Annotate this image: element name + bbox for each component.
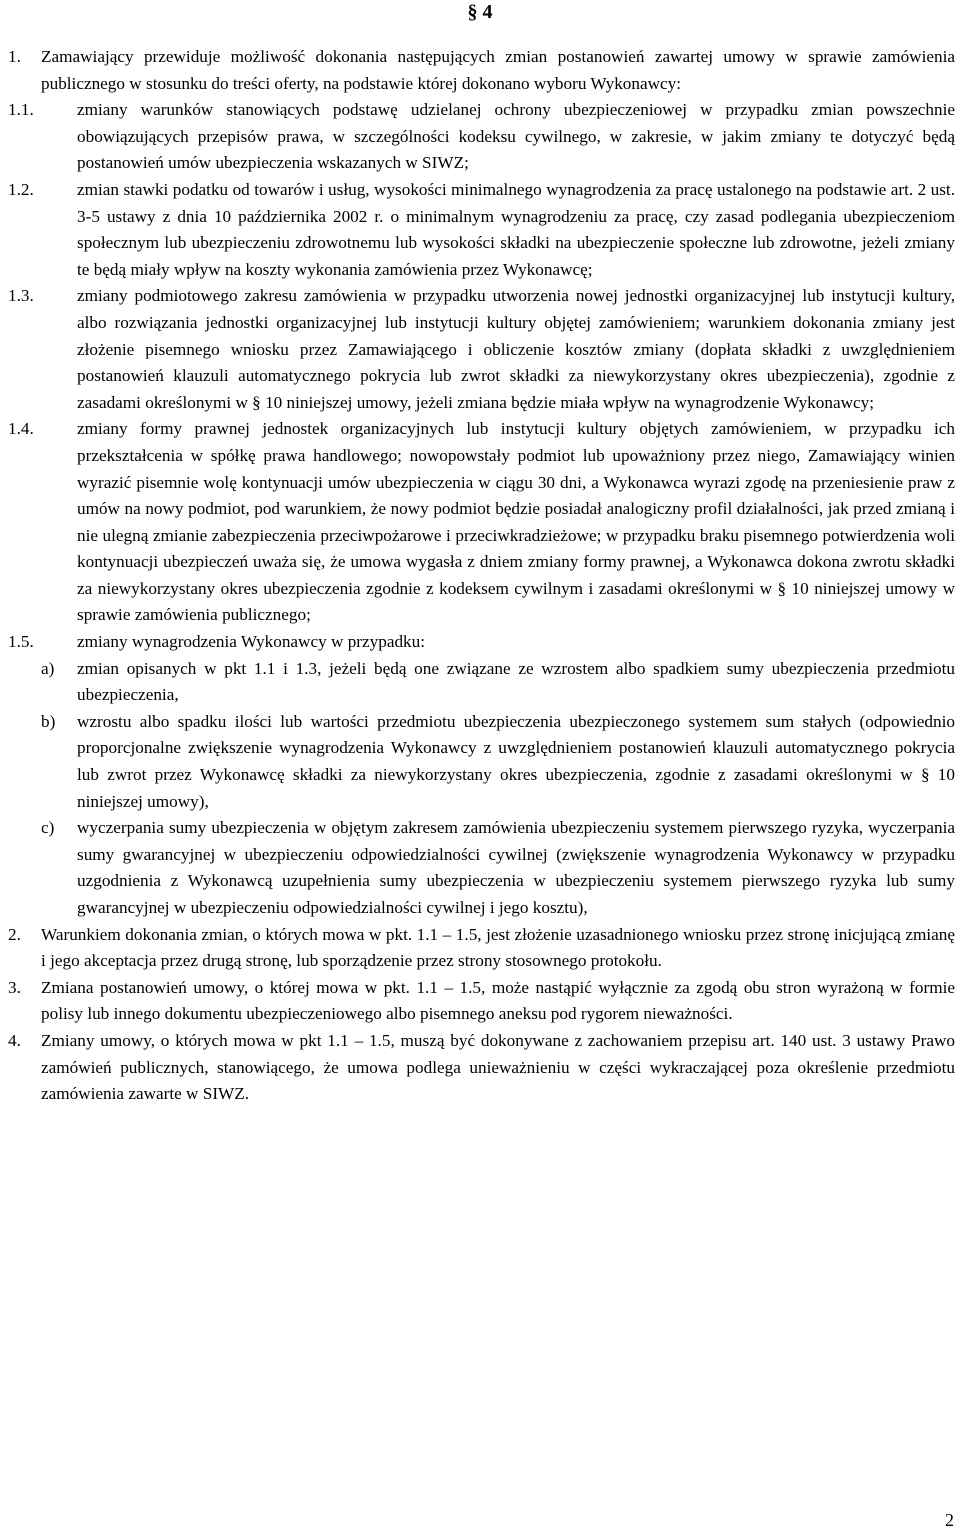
paragraph-4 [8, 1028, 955, 1108]
paragraph-text: zmiany warunków stanowiących podstawę udzielanej ochrony ubezpieczeniowej w przypadku zmian powszechnie obowiązujących przepisów prawa, w szczególności kodeksu cywilnego, w zakresie, w jakim zmiany te dotyczyć będą postanowień umów ubezpieczenia wskazanych w SIWZ; [77, 100, 955, 173]
document-body [8, 44, 955, 1108]
paragraph-3 [8, 975, 955, 1028]
paragraph-1-2 [8, 177, 955, 283]
paragraph-1-1 [8, 97, 955, 177]
paragraph-number: 1.3. [8, 286, 34, 306]
paragraph-number: 3. [8, 977, 21, 997]
subitem-text: zmian opisanych w pkt 1.1 i 1.3, jeżeli będą one związane ze wzrostem albo spadkiem sumy ubezpieczenia przedmiotu ubezpieczenia, [77, 658, 955, 705]
paragraph-number: 1.4. [8, 419, 34, 439]
paragraph-text: Zamawiający przewiduje możliwość dokonania następujących zmian postanowień zawartej umowy w sprawie zamówienia publicznego w stosunku do treści oferty, na podstawie której dokonano wyboru Wykonawcy: [41, 47, 955, 93]
paragraph-1 [8, 44, 955, 97]
paragraph-text: zmiany podmiotowego zakresu zamówienia w przypadku utworzenia nowej jednostki organizacyjnej lub instytucji kultury, albo rozwiązania jednostki organizacyjnej lub instytucji kultury objętej zamówieniem; warunkiem dokonania zmiany jest złożenie pisemnego wniosku przez Zamawiającego i obliczenie kosztów zmiany (dopłata składki z uwzględnieniem postanowień klauzuli automatycznego pokrycia lub zwrot składki za niewykorzystany okres ubezpieczenia), zgodnie z zasadami określonymi w § 10 niniejszej umowy, jeżeli zmiana będzie miała wpływ na wynagrodzenie Wykonawcy; [77, 286, 955, 412]
paragraph-1-4 [8, 416, 955, 629]
subitem-label: b) [41, 711, 56, 731]
subitem-label: c) [41, 818, 55, 838]
subitem-text: wyczerpania sumy ubezpieczenia w objętym zakresem zamówienia ubezpieczeniu systemem pierwszego ryzyka, wyczerpania sumy gwarancyjnej w ubezpieczeniu odpowiedzialności cywilnej (zwiększenie wynagrodzenia Wykonawcy w przypadku uzgodnienia z Wykonawcą uzupełnienia sumy ubezpieczenia w ubezpieczeniu systemem pierwszego ryzyka lub sumy gwarancyjnej w ubezpieczeniu odpowiedzialności cywilnej i jego kosztu), [77, 818, 955, 917]
paragraph-number: 4. [8, 1030, 21, 1050]
paragraph-number: 1.5. [8, 632, 34, 652]
paragraph-text: zmian stawki podatku od towarów i usług, wysokości minimalnego wynagrodzenia za pracę ustalonego na podstawie art. 2 ust. 3-5 ustawy z dnia 10 października 2002 r. o minimalnym wynagrodzeniu za pracę, czy zasad podlegania ubezpieczeniom społecznym lub ubezpieczeniu zdrowotnemu lub wysokości składki na ubezpieczenie społeczne lub zdrowotne, jeżeli zmiany te będą miały wpływ na koszty wykonania zamówienia przez Wykonawcę; [77, 179, 955, 279]
paragraph-text: Zmiany umowy, o których mowa w pkt 1.1 – 1.5, muszą być dokonywane z zachowaniem przepisu art. 140 ust. 3 ustawy Prawo zamówień publicznych, stanowiącego, że umowa podlega unieważnieniu w części wykraczającej poza określenie przedmiotu zamówienia zawarte w SIWZ. [41, 1030, 955, 1104]
paragraph-number: 1.2. [8, 179, 34, 199]
subitem-c [8, 815, 955, 921]
paragraph-text: Zmiana postanowień umowy, o której mowa w pkt. 1.1 – 1.5, może nastąpić wyłącznie za zgodą obu stron wyrażoną w formie polisy lub innego dokumentu ubezpieczeniowego albo pisemnego aneksu pod rygorem nieważności. [41, 977, 955, 1024]
paragraph-text: zmiany wynagrodzenia Wykonawcy w przypadku: [77, 632, 426, 652]
subitem-text: wzrostu albo spadku ilości lub wartości przedmiotu ubezpieczenia ubezpieczonego systemem sum stałych (odpowiednio proporcjonalne zwiększenie wynagrodzenia Wykonawcy z uwzględnieniem postanowień klauzuli automatycznego pokrycia lub zwrot przez Wykonawcę składki za niewykorzystany okres ubezpieczenia, zgodnie z zasadami określonymi w § 10 niniejszej umowy), [77, 711, 955, 811]
paragraph-number: 2. [8, 924, 21, 944]
paragraph-2 [8, 922, 955, 975]
paragraph-text: Warunkiem dokonania zmian, o których mowa w pkt. 1.1 – 1.5, jest złożenie uzasadnionego wniosku przez stronę inicjującą zmianę i jego akceptacja przez drugą stronę, lub sporządzenie przez strony stosownego protokołu. [41, 924, 955, 971]
paragraph-1-3 [8, 283, 955, 416]
subitem-label: a) [41, 658, 55, 678]
subitem-a [8, 656, 955, 709]
section-heading: § 4 [467, 1, 493, 23]
paragraph-1-5 [8, 629, 955, 656]
page-number: 2 [945, 1510, 954, 1530]
paragraph-number: 1. [8, 47, 21, 66]
paragraph-number: 1.1. [8, 100, 34, 120]
paragraph-text: zmiany formy prawnej jednostek organizacyjnych lub instytucji kultury objętych zamówieniem, w przypadku ich przekształcenia w spółkę prawa handlowego; nowopowstały podmiot lub upoważniony przez niego, Zamawiający winien wyrazić pisemnie wolę kontynuacji umów ubezpieczenia w ciągu 30 dni, a Wykonawca wyrazi zgodę na przeniesienie praw z umów na nowy podmiot, pod warunkiem, że nowy podmiot będzie posiadał analogiczny profil działalności, jak przed zmianą i nie ulegną zmianie zabezpieczenia przeciwpożarowe i przeciwkradzieżowe; w przypadku braku pisemnego potwierdzenia woli kontynuacji ubezpieczeń uważa się, że umowa wygasła z dniem zmiany formy prawnej, a Wykonawca dokona zwrotu składki za niewykorzystany okres ubezpieczenia zgodnie z kodeksem cywilnym i zasadami określonymi w § 10 niniejszej umowy w sprawie zamówienia publicznego; [77, 419, 955, 625]
subitem-b [8, 709, 955, 815]
